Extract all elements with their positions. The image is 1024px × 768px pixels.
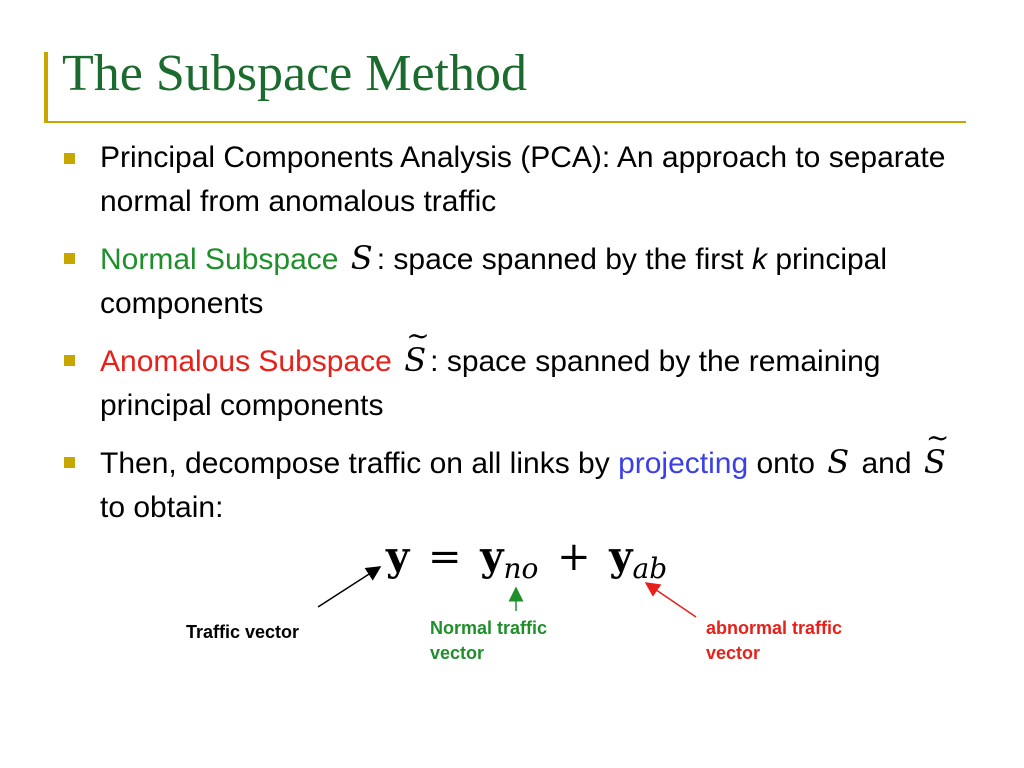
eq-plus: + bbox=[557, 534, 591, 580]
tilde-mark: ~ bbox=[406, 319, 430, 352]
abnormal-vector-line1: abnormal traffic bbox=[706, 618, 843, 638]
tilde-mark: ~ bbox=[925, 421, 950, 454]
traffic-vector-label: Traffic vector bbox=[186, 622, 300, 642]
eq-sub-normal: no bbox=[503, 552, 539, 585]
bullet-text: to obtain: bbox=[100, 491, 224, 524]
symbol-s: S bbox=[350, 239, 373, 277]
eq-y-abnormal: y bbox=[609, 533, 633, 580]
bullet-text: and bbox=[861, 447, 912, 480]
variable-k: k bbox=[751, 243, 767, 276]
arrow-abnormal-vector bbox=[646, 583, 696, 617]
symbol-s: S bbox=[827, 443, 850, 481]
abnormal-vector-line2: vector bbox=[706, 643, 761, 663]
normal-vector-line1: Normal traffic bbox=[430, 618, 548, 638]
bullet-text: Principal Components Analysis (PCA): An approach to separate normal from anomalous traffic bbox=[100, 141, 946, 218]
bullet-text: principal components bbox=[100, 243, 888, 320]
abnormal-vector-label bbox=[706, 616, 842, 666]
eq-y: y bbox=[386, 533, 410, 580]
bullet-text: space spanned by the remaining principal components bbox=[100, 345, 881, 422]
bullet-text: Then, decompose traffic on all links by bbox=[100, 447, 610, 480]
bullet-text: onto bbox=[756, 447, 815, 480]
normal-vector-label bbox=[430, 616, 547, 666]
projecting-link: projecting bbox=[618, 447, 749, 480]
slide-title: The Subspace Method bbox=[62, 45, 528, 102]
eq-y-normal: y bbox=[480, 533, 504, 580]
eq-sub-abnormal: ab bbox=[632, 552, 668, 585]
colon: : bbox=[376, 243, 386, 276]
normal-subspace-label: Normal Subspace bbox=[100, 243, 339, 276]
anomalous-subspace-label: Anomalous Subspace bbox=[100, 345, 392, 378]
arrow-traffic-vector bbox=[318, 567, 380, 607]
colon: : bbox=[430, 345, 439, 378]
normal-vector-line2: vector bbox=[430, 643, 485, 663]
bullet-text: space spanned by the first bbox=[393, 243, 744, 276]
symbol-s: S bbox=[404, 341, 427, 379]
symbol-s: S bbox=[923, 443, 946, 481]
eq-equals: = bbox=[427, 534, 462, 580]
